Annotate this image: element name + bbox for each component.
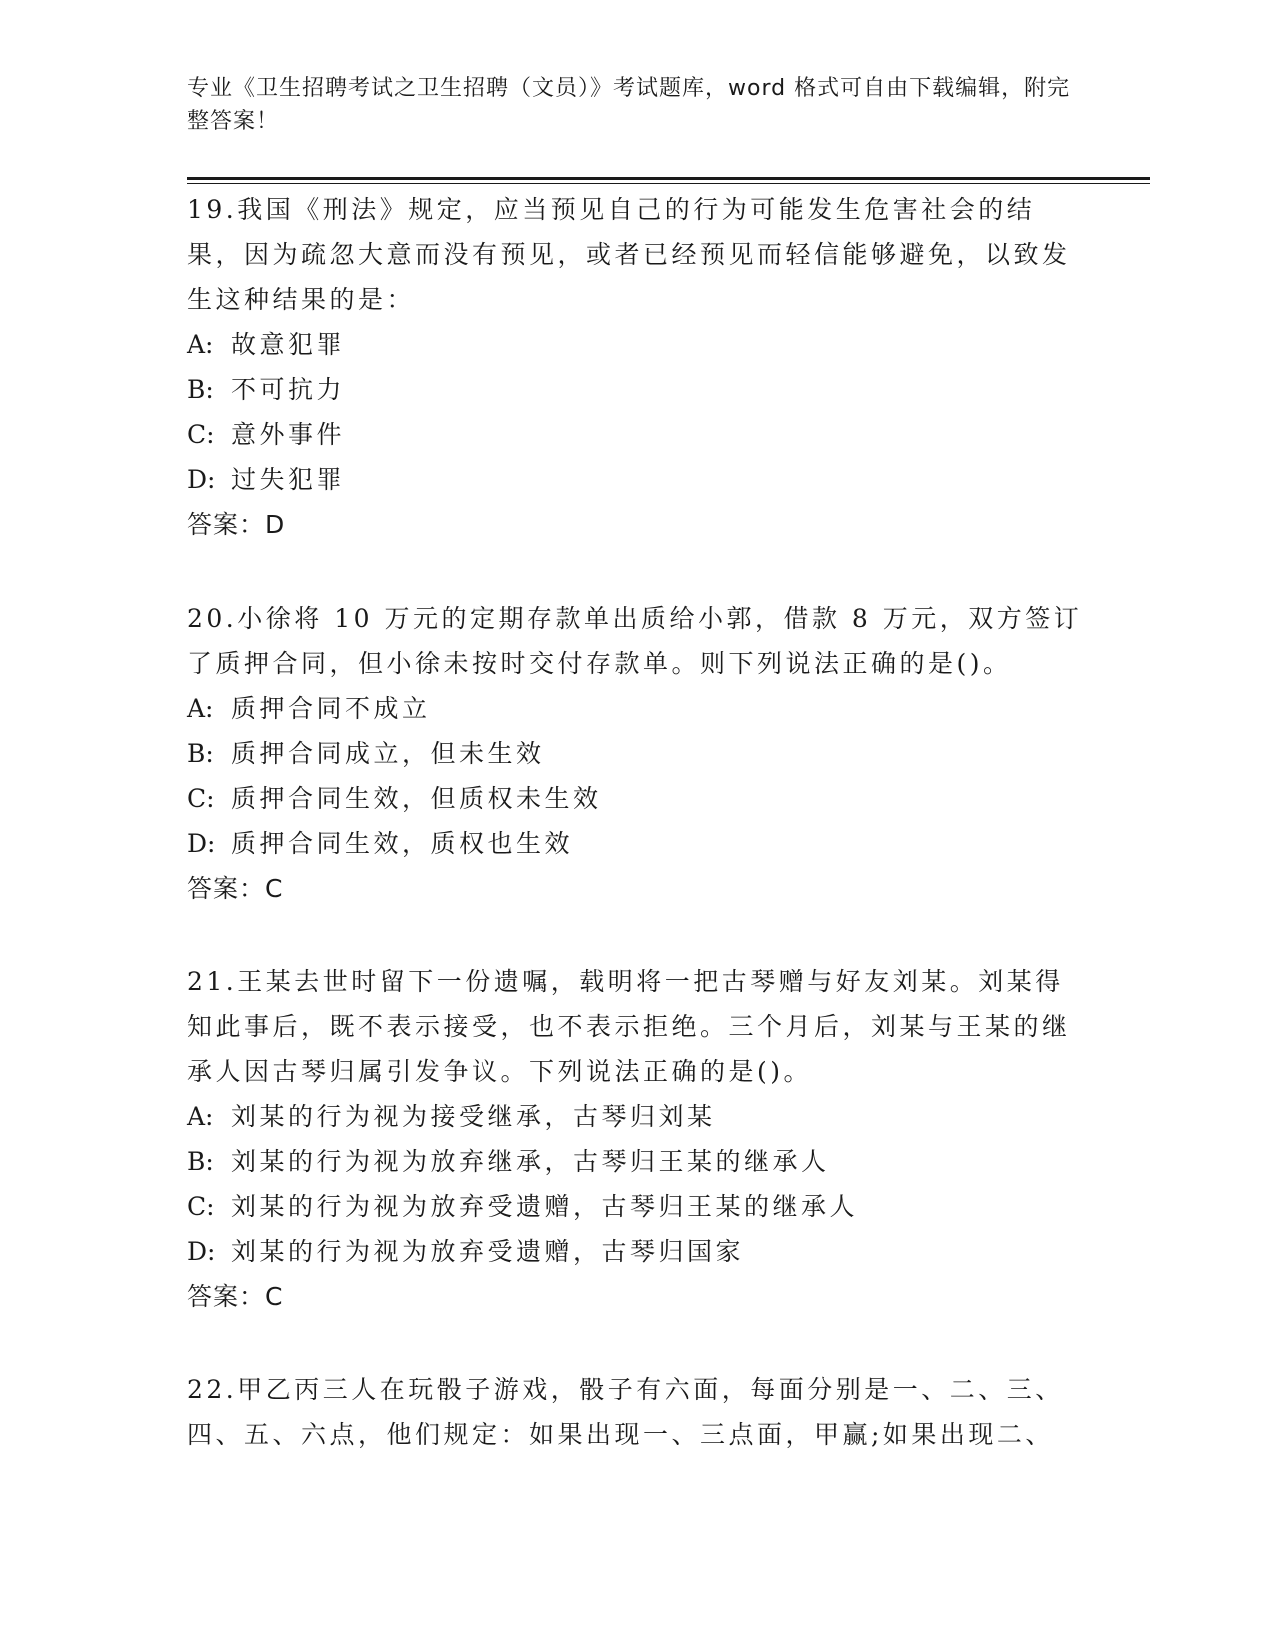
option-letter: A: — [187, 330, 214, 359]
option-text: 刘某的行为视为放弃继承，古琴归王某的继承人 — [231, 1147, 830, 1176]
option-text: 刘某的行为视为放弃受遗赠，古琴归国家 — [231, 1237, 745, 1266]
question-text: 22.甲乙丙三人在玩骰子游戏，骰子有六面，每面分别是一、二、三、四、五、六点，他们规定：如果出现一、三点面，甲赢;如果出现二、 — [187, 1375, 1064, 1449]
option-text: 质押合同生效，但质权未生效 — [231, 784, 602, 813]
option-c — [187, 412, 1087, 457]
question-text: 19.我国《刑法》规定，应当预见自己的行为可能发生危害社会的结果，因为疏忽大意而没有预见，或者已经预见而轻信能够避免，以致发生这种结果的是： — [187, 195, 1071, 314]
option-b — [187, 1139, 1087, 1184]
option-letter: B: — [187, 739, 214, 768]
answer-line: 答案：C — [187, 1282, 284, 1311]
document-header: 专业《卫生招聘考试之卫生招聘（文员）》考试题库，word 格式可自由下载编辑，附完整答案！ — [187, 76, 1071, 134]
option-text: 意外事件 — [231, 420, 346, 449]
option-d — [187, 457, 1087, 502]
question-text: 21.王某去世时留下一份遗嘱，载明将一把古琴赠与好友刘某。刘某得知此事后，既不表示接受，也不表示拒绝。三个月后，刘某与王某的继承人因古琴归属引发争议。下列说法正确的是()。 — [187, 967, 1071, 1086]
option-text: 质押合同成立，但未生效 — [231, 739, 545, 768]
header-rule-thin — [187, 183, 1150, 184]
option-c — [187, 1184, 1087, 1229]
option-text: 刘某的行为视为放弃受遗赠，古琴归王某的继承人 — [231, 1192, 859, 1221]
question-22 — [187, 1367, 1087, 1457]
option-text: 故意犯罪 — [231, 330, 346, 359]
option-b — [187, 367, 1087, 412]
option-letter: A: — [187, 694, 214, 723]
option-letter: D: — [187, 829, 216, 858]
option-letter: C: — [187, 784, 215, 813]
option-letter: D: — [187, 1237, 216, 1266]
question-text: 20.小徐将 10 万元的定期存款单出质给小郭，借款 8 万元，双方签订了质押合同，但小徐未按时交付存款单。则下列说法正确的是()。 — [187, 604, 1083, 678]
option-text: 不可抗力 — [231, 375, 346, 404]
option-text: 质押合同生效，质权也生效 — [231, 829, 574, 858]
option-letter: D: — [187, 465, 216, 494]
option-d — [187, 821, 1087, 866]
option-letter: C: — [187, 420, 215, 449]
option-c — [187, 776, 1087, 821]
option-text: 过失犯罪 — [231, 465, 346, 494]
option-text: 刘某的行为视为接受继承，古琴归刘某 — [231, 1102, 716, 1131]
answer-line: 答案：D — [187, 510, 286, 539]
question-19 — [187, 187, 1087, 547]
answer-line: 答案：C — [187, 874, 284, 903]
option-letter: B: — [187, 1147, 214, 1176]
option-text: 质押合同不成立 — [231, 694, 431, 723]
option-a — [187, 1094, 1087, 1139]
option-letter: B: — [187, 375, 214, 404]
question-20 — [187, 596, 1087, 911]
option-a — [187, 322, 1087, 367]
option-d — [187, 1229, 1087, 1274]
option-letter: A: — [187, 1102, 214, 1131]
header-rule-thick — [187, 177, 1150, 180]
option-a — [187, 686, 1087, 731]
option-letter: C: — [187, 1192, 215, 1221]
option-b — [187, 731, 1087, 776]
question-21 — [187, 959, 1087, 1319]
